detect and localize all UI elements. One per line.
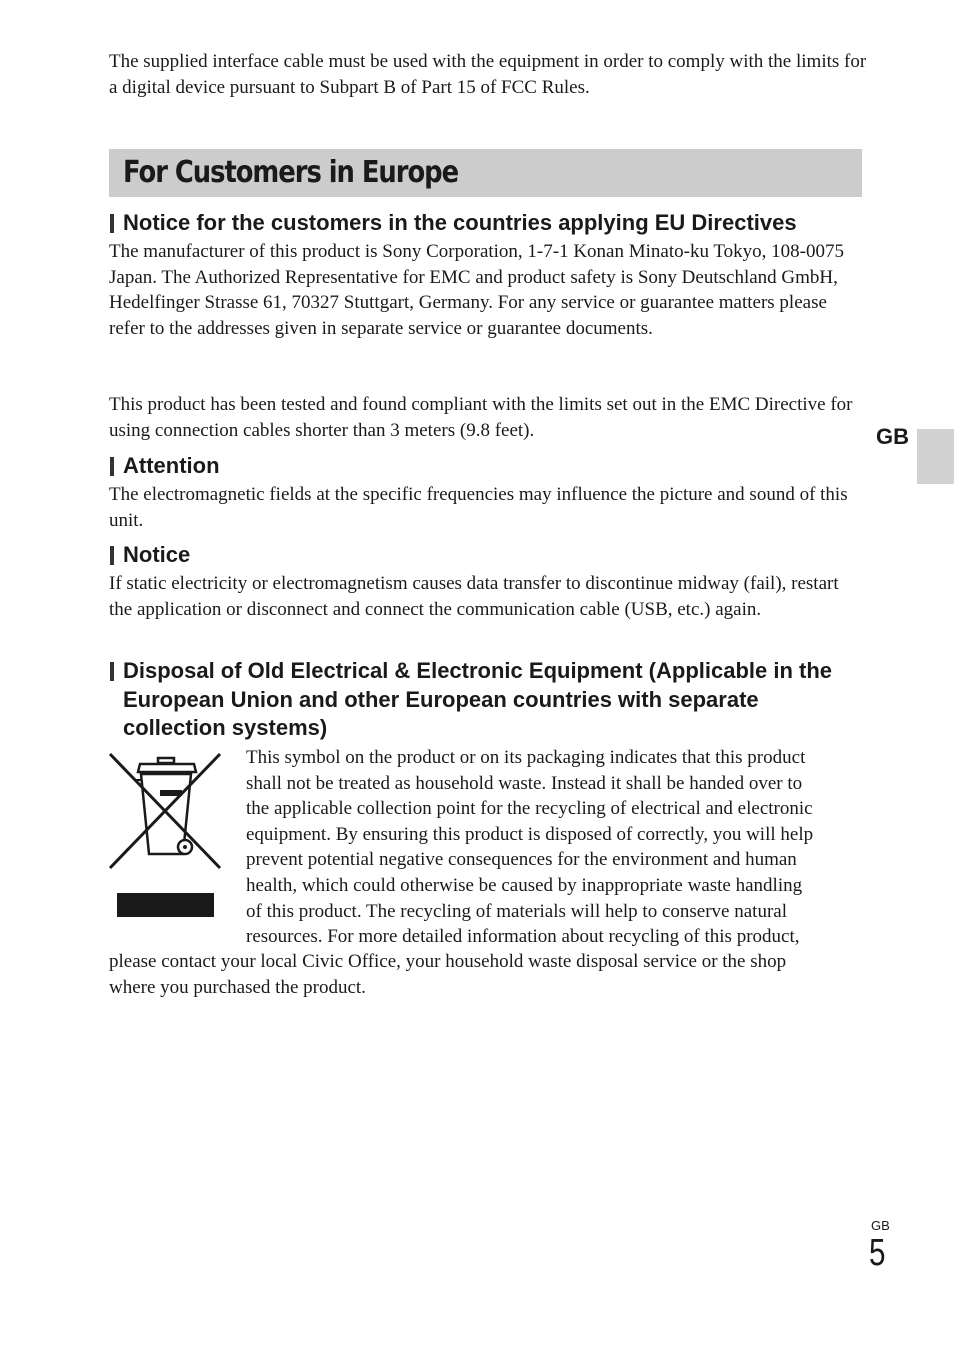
disposal-wrapped-text bbox=[246, 745, 866, 950]
disposal-text-line: prevent potential negative consequences for the environment and human bbox=[246, 849, 797, 871]
attention-paragraph: The electromagnetic fields at the specific frequencies may influence the picture and sound of this unit. bbox=[109, 484, 848, 531]
subheading-attention bbox=[109, 452, 220, 481]
section-title: For Customers in Europe bbox=[123, 155, 459, 190]
heading-marker-icon bbox=[110, 214, 114, 233]
language-side-label: GB bbox=[876, 424, 909, 449]
disposal-text-line: of this product. The recycling of materials will help to conserve natural bbox=[246, 900, 787, 922]
subheading-disposal bbox=[109, 657, 861, 743]
disposal-text-line: resources. For more detailed information about recycling of this product, bbox=[246, 926, 800, 948]
subheading-notice-text: Notice bbox=[123, 542, 191, 567]
section-header-bar bbox=[109, 149, 862, 197]
subheading-attention-text: Attention bbox=[123, 453, 220, 478]
heading-marker-icon bbox=[110, 662, 114, 681]
disposal-text-line: where you purchased the product. bbox=[109, 976, 366, 998]
eu-notice-paragraph-1: The manufacturer of this product is Sony Corporation, 1-7-1 Konan Minato-ku Tokyo, 108-0075 Japan. The Authorized Representative for EMC and product safety is Sony Deutschland GmbH, Hedelfinger Strasse 61, 70327 Stuttgart, Germany. For any service or guarantee matters please refer to the addresses given in separate service or guarantee documents. bbox=[109, 241, 844, 339]
language-side-tab bbox=[917, 429, 954, 484]
eu-notice-paragraph-2: This product has been tested and found compliant with the limits set out in the EMC Directive for using connection cables shorter than 3 meters (9.8 feet). bbox=[109, 394, 853, 441]
heading-marker-icon bbox=[110, 546, 114, 565]
subheading-eu-directives bbox=[109, 209, 869, 238]
disposal-tail-text bbox=[109, 949, 869, 1000]
notice-paragraph: If static electricity or electromagnetism causes data transfer to discontinue midway (fail), restart the application or disconnect and connect the communication cable (USB, etc.) again. bbox=[109, 573, 839, 620]
heading-marker-icon bbox=[110, 457, 114, 476]
subheading-eu-directives-text: Notice for the customers in the countries applying EU Directives bbox=[123, 210, 797, 235]
disposal-text-line: please contact your local Civic Office, your household waste disposal service or the shop bbox=[109, 951, 787, 972]
disposal-text-line: shall not be treated as household waste. Instead it shall be handed over to bbox=[246, 772, 803, 794]
subheading-notice bbox=[109, 541, 190, 570]
disposal-text-line: This symbol on the product or on its packaging indicates that this product bbox=[246, 747, 806, 768]
disposal-text-line: equipment. By ensuring this product is disposed of correctly, you will help bbox=[246, 823, 814, 845]
intro-paragraph: The supplied interface cable must be used with the equipment in order to comply with the limits for a digital device pursuant to Subpart B of Part 15 of FCC Rules. bbox=[109, 51, 867, 98]
disposal-text-line: health, which could otherwise be caused by inappropriate waste handling bbox=[246, 874, 803, 896]
page-number: 5 bbox=[869, 1232, 886, 1274]
crossed-out-wheelie-bin-icon bbox=[108, 750, 224, 920]
disposal-text-line: the applicable collection point for the recycling of electrical and electronic bbox=[246, 798, 813, 820]
subheading-disposal-text: Disposal of Old Electrical & Electronic Equipment (Applicable in the European Union and other European countries with separate collection systems) bbox=[123, 658, 833, 740]
page-number-language: GB bbox=[871, 1218, 890, 1233]
